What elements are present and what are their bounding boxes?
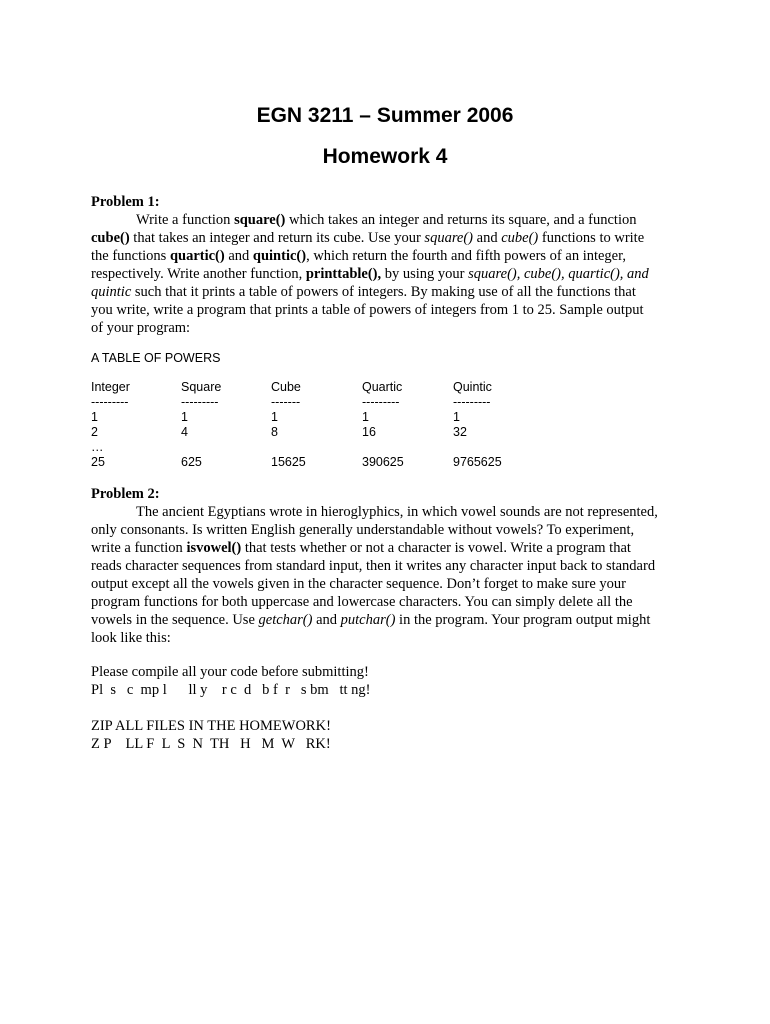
text-run: getchar() [258, 612, 313, 628]
paragraph-line [91, 539, 684, 557]
text-run: square() [424, 230, 474, 246]
table-cell: 1 [91, 410, 98, 424]
document-title: EGN 3211 – Summer 2006 [256, 104, 514, 127]
paragraph-line [91, 629, 684, 647]
text-run: output except all the vowels given in the character sequence. Don’t forget to make sure your [91, 576, 626, 592]
text-run: Write a function [136, 212, 235, 228]
text-run: by using your [381, 266, 469, 282]
text-run: the functions [91, 248, 170, 264]
table-header-cell: Square [181, 380, 222, 394]
table-cell: 390625 [362, 455, 404, 469]
text-run: quartic() [169, 248, 225, 264]
table-dash-cell: --------- [453, 395, 491, 409]
example-input-2: ZIP ALL FILES IN THE HOMEWORK! [91, 718, 331, 734]
paragraph-line [91, 265, 684, 283]
paragraph-line [91, 247, 684, 265]
table-header-cell: Integer [91, 380, 130, 394]
table-header-cell: Quartic [362, 380, 403, 394]
text-run: in the program. Your program output might [395, 612, 651, 628]
text-run: square() [234, 212, 286, 228]
table-dash-cell: --------- [362, 395, 400, 409]
text-run: and [312, 612, 341, 628]
table-cell: 15625 [271, 455, 306, 469]
paragraph-line [91, 211, 684, 229]
text-run: quintic() [252, 248, 307, 264]
text-run: reads character sequences from standard input, then it writes any character input back to standard [91, 558, 656, 574]
paragraph-line [91, 283, 684, 301]
text-run: that takes an integer and return its cube. Use your [129, 230, 425, 246]
paragraph-line [91, 575, 684, 593]
text-run: putchar() [340, 612, 396, 628]
table-cell: 625 [181, 455, 202, 469]
text-run: cube() [91, 230, 130, 246]
problem2-heading: Problem 2: [91, 486, 160, 502]
table-header-cell: Quintic [453, 380, 492, 394]
text-run: isvowel() [186, 540, 242, 556]
table-cell: 1 [453, 410, 460, 424]
text-run: which takes an integer and returns its square, and a function [285, 212, 637, 228]
text-run: only consonants. Is written English generally understandable without vowels? To experiment, [91, 522, 635, 538]
problem1-heading: Problem 1: [91, 194, 160, 210]
text-run: The ancient Egyptians wrote in hieroglyphics, in which vowel sounds are not represented, [136, 504, 658, 520]
paragraph-line [91, 557, 684, 575]
table-title: A TABLE OF POWERS [91, 351, 221, 365]
table-cell: 16 [362, 425, 376, 439]
paragraph-line [91, 319, 684, 337]
text-run: of your program: [91, 320, 191, 336]
table-cell: 2 [91, 425, 98, 439]
table-cell: 1 [271, 410, 278, 424]
table-cell: 32 [453, 425, 467, 439]
table-header-cell: Cube [271, 380, 301, 394]
paragraph-line [91, 229, 684, 247]
text-run: square(), cube(), quartic(), and [468, 266, 649, 282]
text-run: such that it prints a table of powers of integers. By making use of all the functions that [131, 284, 636, 300]
problem2-paragraph [91, 503, 684, 647]
table-cell: … [91, 440, 104, 454]
text-run: and [473, 230, 502, 246]
example-input-1: Please compile all your code before submitting! [91, 664, 369, 680]
paragraph-line [91, 521, 684, 539]
paragraph-line [91, 593, 684, 611]
table-cell: 25 [91, 455, 105, 469]
text-run: write a function [91, 540, 187, 556]
document-subtitle: Homework 4 [322, 145, 448, 168]
text-run: that tests whether or not a character is vowel. Write a program that [241, 540, 631, 556]
table-cell: 1 [181, 410, 188, 424]
text-run: program functions for both uppercase and lowercase characters. You can simply delete all the [91, 594, 633, 610]
text-run: functions to write [538, 230, 645, 246]
text-run: quintic [91, 284, 132, 300]
text-run: vowels in the sequence. Use [91, 612, 259, 628]
example-output-2: Z P LL F L S N TH H M W RK! [91, 736, 331, 752]
table-dash-cell: --------- [181, 395, 219, 409]
text-run: printtable(), [305, 266, 382, 282]
text-run: and [224, 248, 253, 264]
problem1-paragraph [91, 211, 684, 337]
table-cell: 4 [181, 425, 188, 439]
text-run: cube() [501, 230, 539, 246]
table-dash-cell: ------- [271, 395, 301, 409]
table-cell: 1 [362, 410, 369, 424]
paragraph-line [91, 301, 684, 319]
text-run: look like this: [91, 630, 171, 646]
text-run: respectively. Write another function, [91, 266, 306, 282]
text-run: , which return the fourth and fifth powers of an integer, [306, 248, 626, 264]
paragraph-line [91, 503, 684, 521]
paragraph-line [91, 611, 684, 629]
table-dash-cell: --------- [91, 395, 129, 409]
table-cell: 8 [271, 425, 278, 439]
example-output-1: Pl s c mp l ll y r c d b f r s bm tt ng! [91, 682, 371, 698]
text-run: you write, write a program that prints a table of powers of integers from 1 to 25. Sample output [91, 302, 644, 318]
table-cell: 9765625 [453, 455, 502, 469]
